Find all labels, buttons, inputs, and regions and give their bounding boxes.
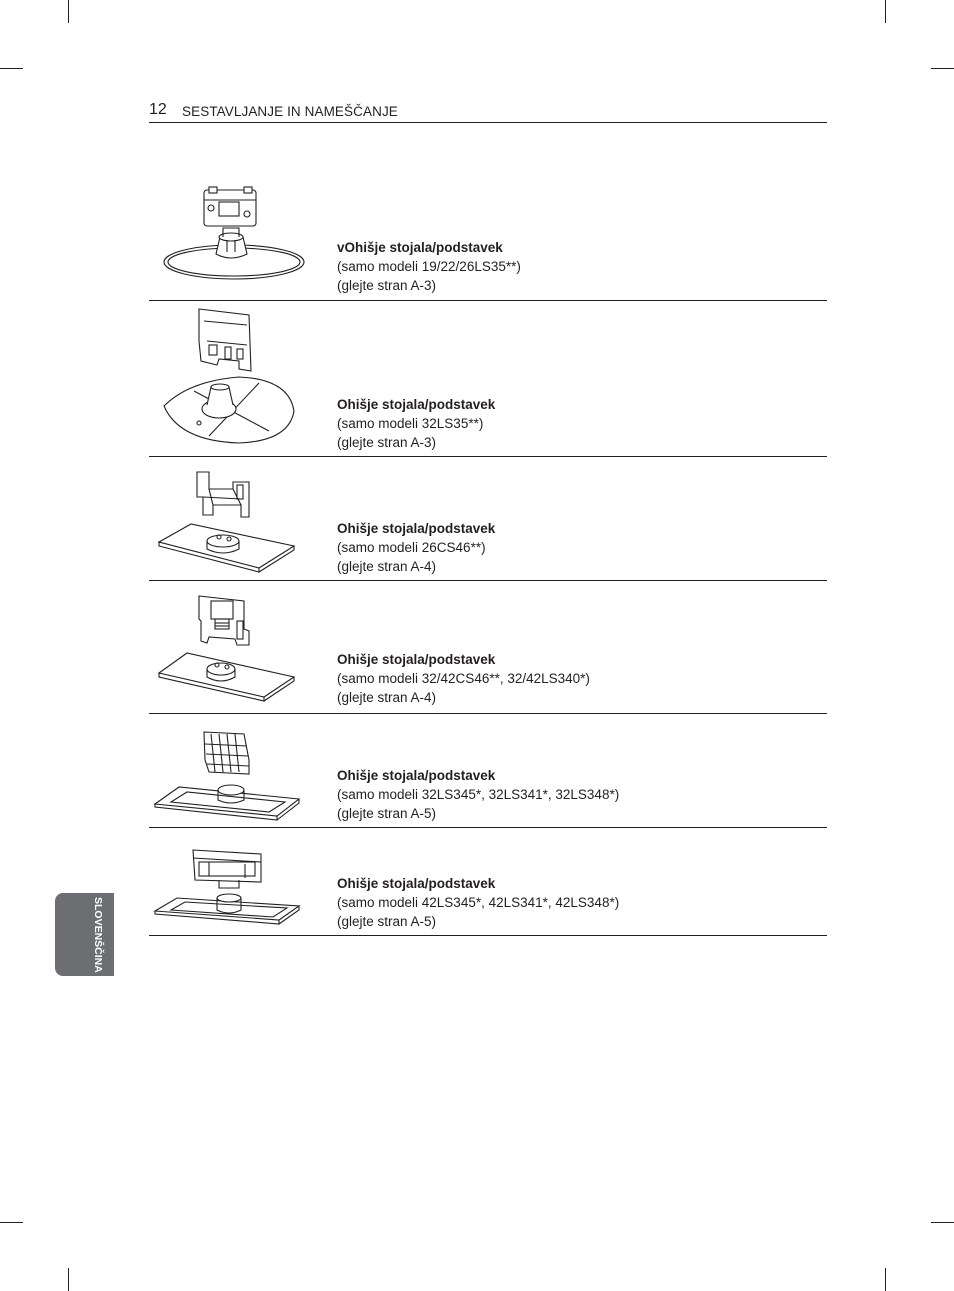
language-tab-label: SLOVENŠČINA xyxy=(92,897,104,973)
part-row xyxy=(149,180,827,301)
part-reference: (glejte stran A-3) xyxy=(337,435,437,450)
part-description xyxy=(337,238,521,295)
stand-parts-list xyxy=(149,180,827,936)
stand-illustration-6 xyxy=(149,828,314,935)
crop-mark-bottom-right-h xyxy=(931,1222,954,1223)
crop-mark-top-right-h xyxy=(931,68,954,69)
stand-illustration-1 xyxy=(149,180,314,300)
section-title: SESTAVLJANJE IN NAMEŠČANJE xyxy=(182,104,398,119)
stand-illustration-2 xyxy=(149,301,314,456)
stand-illustration-5 xyxy=(149,714,314,827)
part-name: Ohišje stojala/podstavek xyxy=(337,397,496,412)
part-row xyxy=(149,301,827,457)
page-header xyxy=(149,100,827,123)
page-number: 12 xyxy=(149,101,167,118)
part-row xyxy=(149,828,827,936)
part-reference: (glejte stran A-4) xyxy=(337,690,437,705)
part-reference: (glejte stran A-5) xyxy=(337,806,437,821)
language-tab xyxy=(55,893,114,976)
part-description xyxy=(337,650,590,707)
part-description xyxy=(337,519,495,576)
crop-mark-top-left xyxy=(68,0,69,23)
part-name: Ohišje stojala/podstavek xyxy=(337,521,496,536)
part-row xyxy=(149,714,827,828)
part-description xyxy=(337,766,619,823)
crop-mark-top-left-h xyxy=(0,68,23,69)
part-name: vOhišje stojala/podstavek xyxy=(337,240,503,255)
part-reference: (glejte stran A-5) xyxy=(337,914,437,929)
part-reference: (glejte stran A-3) xyxy=(337,278,437,293)
part-models: (samo modeli 26CS46**) xyxy=(337,540,486,555)
part-description xyxy=(337,874,619,931)
stand-illustration-3 xyxy=(149,457,314,580)
part-models: (samo modeli 19/22/26LS35**) xyxy=(337,259,521,274)
part-models: (samo modeli 42LS345*, 42LS341*, 42LS348*) xyxy=(337,895,620,910)
crop-mark-bottom-left-h xyxy=(0,1222,23,1223)
part-name: Ohišje stojala/podstavek xyxy=(337,652,496,667)
part-name: Ohišje stojala/podstavek xyxy=(337,876,496,891)
part-models: (samo modeli 32LS35**) xyxy=(337,416,484,431)
part-name: Ohišje stojala/podstavek xyxy=(337,768,496,783)
part-models: (samo modeli 32/42CS46**, 32/42LS340*) xyxy=(337,671,590,686)
part-description xyxy=(337,395,495,452)
crop-mark-bottom-left xyxy=(68,1268,69,1291)
part-row xyxy=(149,581,827,714)
part-row xyxy=(149,457,827,581)
stand-illustration-4 xyxy=(149,581,314,713)
crop-mark-top-right xyxy=(885,0,886,23)
part-reference: (glejte stran A-4) xyxy=(337,559,437,574)
part-models: (samo modeli 32LS345*, 32LS341*, 32LS348*) xyxy=(337,787,620,802)
crop-mark-bottom-right xyxy=(885,1268,886,1291)
